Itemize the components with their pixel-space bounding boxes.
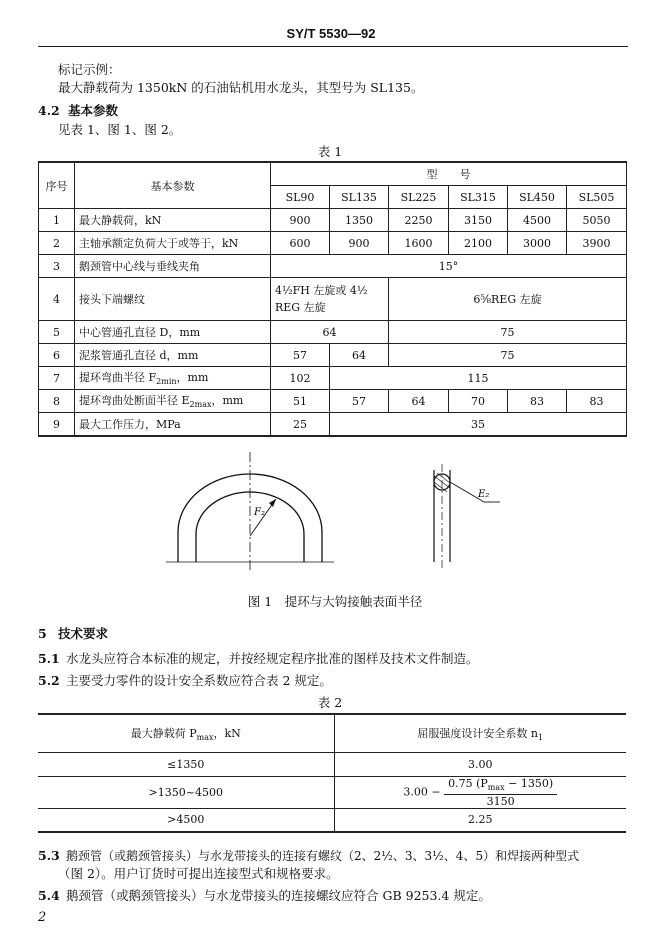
param-text: 提环弯曲半径 F xyxy=(79,371,157,385)
cell: 83 xyxy=(508,390,567,413)
cell: 1600 xyxy=(389,232,449,255)
row-number: 6 xyxy=(39,344,75,367)
table2-header-load xyxy=(38,714,334,752)
cell: 83 xyxy=(567,390,627,413)
table1-row xyxy=(39,344,627,367)
param-subscript: 2min xyxy=(156,377,177,387)
row-param: 鹅颈管中心线与垂线夹角 xyxy=(75,255,271,278)
figure1-bail-drawing xyxy=(160,452,340,572)
clause-5-4-number: 5.4 xyxy=(38,888,60,903)
load-cell: >1350~4500 xyxy=(38,776,334,808)
table1-model: SL315 xyxy=(449,186,508,209)
cell: 4½FH 左旋或 4½ REG 左旋 xyxy=(271,278,389,321)
row-param: 最大工作压力，MPa xyxy=(75,413,271,437)
cell: 57 xyxy=(271,344,330,367)
table1-row xyxy=(39,209,627,232)
cell: 600 xyxy=(271,232,330,255)
clause-5-1-number: 5.1 xyxy=(38,651,60,666)
table-2 xyxy=(38,713,626,833)
table1-row xyxy=(39,321,627,344)
cell: 6⅝REG 左旋 xyxy=(389,278,627,321)
table1-model: SL225 xyxy=(389,186,449,209)
section-5-number: 5 xyxy=(38,626,47,641)
cell: 64 xyxy=(271,321,389,344)
clause-5-2-text: 主要受力零件的设计安全系数应符合表 2 规定。 xyxy=(66,673,332,688)
clause-5-3-line2: （图 2）。用户订货时可提出连接型式和规格要求。 xyxy=(58,866,339,881)
header-text: 最大静载荷 P xyxy=(130,726,197,740)
header-subscript: 1 xyxy=(538,732,544,742)
row-param: 主轴承额定负荷大于或等于，kN xyxy=(75,232,271,255)
cell: 51 xyxy=(271,390,330,413)
cell: 2250 xyxy=(389,209,449,232)
cell: 64 xyxy=(389,390,449,413)
numerator-subscript: max xyxy=(487,782,505,792)
row-param: 中心管通孔直径 D，mm xyxy=(75,321,271,344)
table1-model: SL90 xyxy=(271,186,330,209)
clause-5-1-text: 水龙头应符合本标准的规定，并按经规定程序批准的图样及技术文件制造。 xyxy=(66,651,479,666)
table1-caption: 表 1 xyxy=(317,144,343,159)
param-unit: ，mm xyxy=(176,371,209,385)
load-cell: ≤1350 xyxy=(38,752,334,776)
table-1 xyxy=(38,161,627,437)
table2-caption: 表 2 xyxy=(317,695,343,710)
row-param: 泥浆管通孔直径 d，mm xyxy=(75,344,271,367)
cell: 1350 xyxy=(330,209,389,232)
document-header: SY/T 5530—92 xyxy=(286,26,376,41)
table1-row xyxy=(39,367,627,390)
row-number: 9 xyxy=(39,413,75,437)
row-param xyxy=(75,367,271,390)
table2-header-factor xyxy=(334,714,626,752)
factor-cell: 2.25 xyxy=(334,808,626,832)
section-4-2-text: 见表 1、图 1、图 2。 xyxy=(58,122,182,137)
table1-row xyxy=(39,413,627,437)
load-cell: >4500 xyxy=(38,808,334,832)
row-number: 1 xyxy=(39,209,75,232)
section-label-e2: E₂ xyxy=(478,489,490,500)
row-param: 接头下端螺纹 xyxy=(75,278,271,321)
cell: 64 xyxy=(330,344,389,367)
table2-row xyxy=(38,808,626,832)
cell: 57 xyxy=(330,390,389,413)
table1-model: SL450 xyxy=(508,186,567,209)
cell: 900 xyxy=(271,209,330,232)
cell: 3150 xyxy=(449,209,508,232)
clause-5-3-number: 5.3 xyxy=(38,848,60,863)
row-number: 3 xyxy=(39,255,75,278)
factor-cell: 3.00 xyxy=(334,752,626,776)
cell: 4500 xyxy=(508,209,567,232)
table1-row xyxy=(39,390,627,413)
numerator-part: 0.75 (P xyxy=(448,776,488,790)
radius-label-f2: F₂ xyxy=(254,507,265,518)
table1-header-model: 型 号 xyxy=(271,162,627,186)
row-number: 4 xyxy=(39,278,75,321)
formula-prefix: 3.00 − xyxy=(403,785,441,799)
param-unit: ，mm xyxy=(211,394,244,408)
row-param xyxy=(75,390,271,413)
table1-header-seq: 序号 xyxy=(39,162,75,209)
row-number: 8 xyxy=(39,390,75,413)
cell: 115 xyxy=(330,367,627,390)
factor-cell xyxy=(334,776,626,808)
cell: 5050 xyxy=(567,209,627,232)
cell: 75 xyxy=(389,344,627,367)
table1-row xyxy=(39,232,627,255)
fraction-denominator: 3150 xyxy=(486,794,515,808)
section-5-title: 技术要求 xyxy=(58,626,109,641)
cell: 75 xyxy=(389,321,627,344)
header-text: 屈服强度设计安全系数 n xyxy=(417,726,538,740)
table2-row xyxy=(38,776,626,808)
cell: 35 xyxy=(330,413,627,437)
header-rule xyxy=(38,46,628,47)
cell: 3000 xyxy=(508,232,567,255)
section-4-2-number: 4.2 xyxy=(38,103,60,118)
clause-5-3-line1: 鹅颈管（或鹅颈管接头）与水龙带接头的连接有螺纹（2、2½、3、3½、4、5）和焊接两种型式 xyxy=(66,849,580,863)
formula-fraction xyxy=(444,777,557,808)
figure1-section-drawing xyxy=(420,462,520,572)
radius-arrowhead xyxy=(269,499,276,507)
numerator-part: − 1350) xyxy=(504,776,554,790)
table1-row xyxy=(39,278,627,321)
header-subscript: max xyxy=(196,732,214,742)
row-number: 7 xyxy=(39,367,75,390)
clause-5-4-text: 鹅颈管（或鹅颈管接头）与水龙带接头的连接螺纹应符合 GB 9253.4 规定。 xyxy=(66,888,491,903)
cell: 900 xyxy=(330,232,389,255)
section-4-2-title: 基本参数 xyxy=(68,103,119,118)
row-number: 2 xyxy=(39,232,75,255)
param-text: 提环弯曲处断面半径 E xyxy=(79,394,190,408)
table1-model: SL135 xyxy=(330,186,389,209)
cell: 25 xyxy=(271,413,330,437)
cell: 102 xyxy=(271,367,330,390)
cell: 15° xyxy=(271,255,627,278)
row-param: 最大静载荷，kN xyxy=(75,209,271,232)
cell: 2100 xyxy=(449,232,508,255)
example-text: 最大静载荷为 1350kN 的石油钻机用水龙头，其型号为 SL135。 xyxy=(58,80,424,95)
param-subscript: 2max xyxy=(189,400,212,410)
page-number: 2 xyxy=(38,910,47,925)
header-unit: ，kN xyxy=(213,726,241,740)
cell: 3900 xyxy=(567,232,627,255)
table1-model: SL505 xyxy=(567,186,627,209)
row-number: 5 xyxy=(39,321,75,344)
cell: 70 xyxy=(449,390,508,413)
clause-5-2-number: 5.2 xyxy=(38,673,60,688)
table2-row xyxy=(38,752,626,776)
table1-header-param: 基本参数 xyxy=(75,162,271,209)
fraction-numerator xyxy=(444,777,557,795)
example-label: 标记示例： xyxy=(58,62,121,77)
table1-row xyxy=(39,255,627,278)
figure1-caption: 图 1 提环与大钩接触表面半径 xyxy=(247,594,423,609)
